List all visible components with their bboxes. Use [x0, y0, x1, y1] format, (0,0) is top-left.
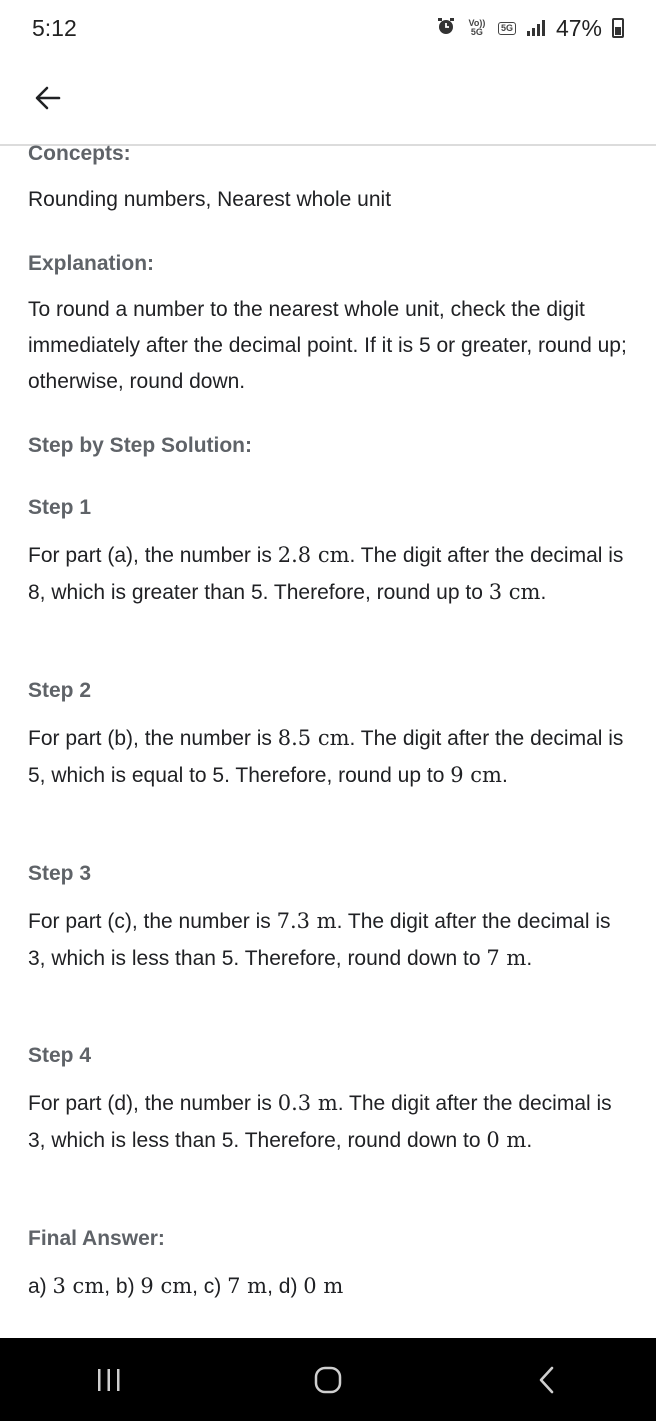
- step-2-text-a: For part (b), the number is: [28, 727, 278, 750]
- back-nav-button[interactable]: [507, 1350, 587, 1410]
- final-d-label: , d): [267, 1275, 304, 1298]
- final-b-value: 9 cm: [140, 1274, 193, 1298]
- step-1-math-result: 3 cm: [488, 580, 541, 604]
- step-1-title: Step 1: [28, 496, 92, 519]
- step-3-text-a: For part (c), the number is: [28, 910, 277, 933]
- final-answer-heading: Final Answer:: [28, 1227, 165, 1250]
- final-c-label: , c): [192, 1275, 228, 1298]
- step-4-text-c: .: [526, 1129, 533, 1152]
- arrow-left-icon: [32, 82, 64, 114]
- step-2-math-given: 8.5 cm: [277, 726, 350, 750]
- home-button[interactable]: [288, 1350, 368, 1410]
- step-3-text: [28, 903, 628, 977]
- final-b-label: , b): [104, 1275, 141, 1298]
- step-1-text-a: For part (a), the number is: [28, 544, 278, 567]
- concepts-heading: Concepts:: [28, 142, 131, 165]
- step-4-text-b: . The digit after the decimal is 3, which is less than 5. Therefore, round down to: [28, 1092, 612, 1152]
- app-bar: [0, 56, 656, 144]
- alarm-icon: [436, 15, 456, 42]
- battery-percent: 47%: [555, 14, 602, 41]
- volte-icon: Vo)) 5G: [468, 18, 486, 37]
- status-icons: [436, 15, 624, 42]
- system-navigation-bar: [0, 1338, 656, 1421]
- step-1-math-given: 2.8 cm: [277, 543, 350, 567]
- chevron-left-icon: [535, 1365, 559, 1395]
- battery-icon: [612, 18, 624, 38]
- final-d-value: 0 m: [303, 1274, 344, 1298]
- step-3-text-b: . The digit after the decimal is 3, which is less than 5. Therefore, round down to: [28, 910, 611, 970]
- recent-apps-icon: [95, 1367, 123, 1393]
- step-1-text-b: . The digit after the decimal is 8, which is greater than 5. Therefore, round up to: [28, 544, 624, 604]
- step-4-math-given: 0.3 m: [277, 1091, 338, 1115]
- home-icon: [313, 1365, 343, 1395]
- step-2-text: [28, 720, 628, 794]
- step-4-title: Step 4: [28, 1044, 92, 1067]
- explanation-heading: Explanation:: [28, 252, 155, 275]
- step-3-math-given: 7.3 m: [276, 909, 337, 933]
- final-answer-text: [28, 1268, 628, 1305]
- step-3-math-result: 7 m: [486, 946, 527, 970]
- step-1-text: [28, 537, 628, 611]
- final-a-label: a): [28, 1275, 53, 1298]
- final-c-value: 7 m: [227, 1274, 268, 1298]
- concepts-text: Rounding numbers, Nearest whole unit: [28, 188, 392, 211]
- network-type-icon: 5G: [498, 22, 516, 35]
- status-bar: [0, 0, 656, 56]
- step-4-text-a: For part (d), the number is: [28, 1092, 278, 1115]
- signal-icon: [526, 15, 546, 42]
- step-3-title: Step 3: [28, 862, 92, 885]
- step-4-math-result: 0 m: [486, 1128, 527, 1152]
- recent-apps-button[interactable]: [69, 1350, 149, 1410]
- status-time: 5:12: [32, 14, 77, 41]
- final-a-value: 3 cm: [52, 1274, 105, 1298]
- step-2-text-c: .: [501, 764, 508, 787]
- step-2-title: Step 2: [28, 679, 92, 702]
- step-1-text-c: .: [540, 581, 547, 604]
- step-2-math-result: 9 cm: [450, 763, 502, 787]
- step-by-step-heading: Step by Step Solution:: [28, 434, 252, 457]
- step-4-text: [28, 1085, 628, 1159]
- step-2-text-b: . The digit after the decimal is 5, which is equal to 5. Therefore, round up to: [28, 727, 624, 787]
- explanation-text: To round a number to the nearest whole unit, check the digit immediately after the decimal point. If it is 5 or greater, round up; otherwise, round down.: [28, 298, 627, 393]
- back-button[interactable]: [28, 78, 68, 118]
- step-3-text-c: .: [526, 947, 533, 970]
